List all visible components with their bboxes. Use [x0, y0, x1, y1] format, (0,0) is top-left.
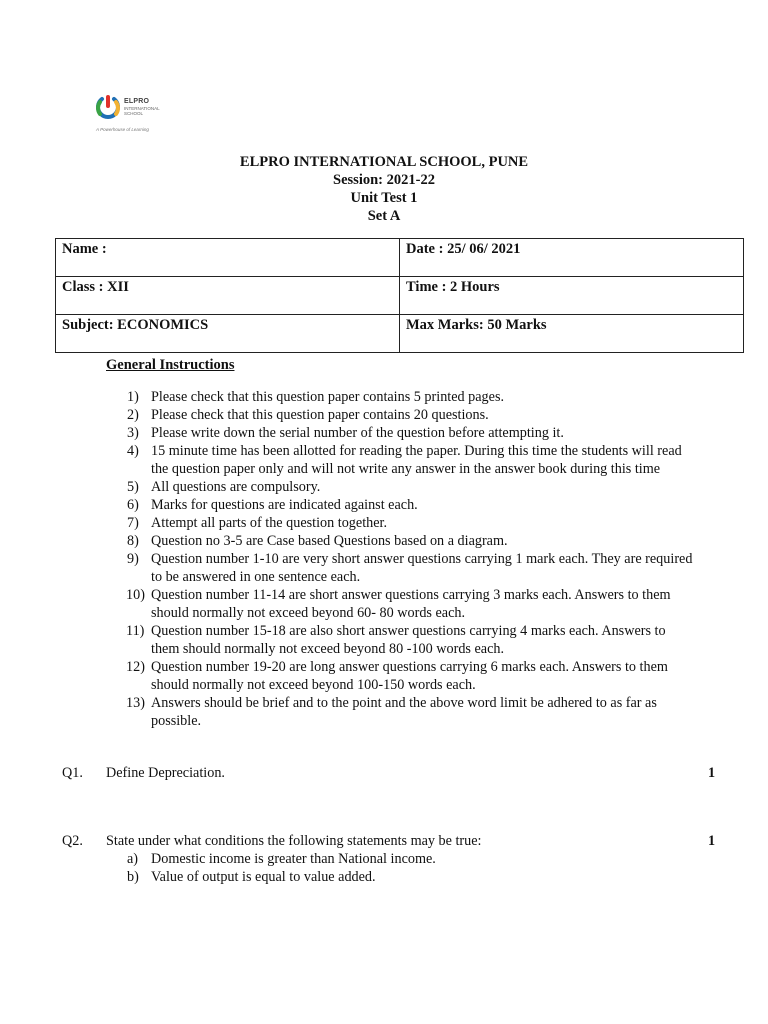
- list-item: [127, 406, 697, 424]
- instructions-title: General Instructions: [106, 357, 235, 373]
- date-field: Date : 25/ 06/ 2021: [400, 239, 744, 277]
- list-item: [127, 550, 697, 586]
- instructions-list: [127, 388, 697, 730]
- item-text: Question no 3-5 are Case based Questions based on a diagram.: [151, 533, 508, 549]
- school-logo: [94, 93, 174, 135]
- item-number: 2): [127, 407, 139, 423]
- paper-header: [0, 153, 768, 225]
- session: Session: 2021-22: [333, 172, 435, 188]
- set-name: Set A: [367, 208, 401, 224]
- list-item: [127, 442, 697, 478]
- power-logo-icon: [94, 93, 122, 123]
- item-text: 15 minute time has been allotted for reading the paper. During this time the students will read the question paper only and will not write any answer in the answer book during this time: [151, 443, 682, 477]
- test-name: Unit Test 1: [350, 190, 418, 206]
- name-field: Name :: [56, 239, 400, 277]
- item-text: Question number 11-14 are short answer questions carrying 3 marks each. Answers to them should normally not exceed beyond 60- 80 words each.: [151, 587, 671, 621]
- item-number: 5): [127, 479, 139, 495]
- item-number: 8): [127, 533, 139, 549]
- question-marks: 1: [708, 833, 716, 849]
- list-item: [127, 658, 697, 694]
- item-text: Question number 19-20 are long answer questions carrying 6 marks each. Answers to them should normally not exceed beyond 100-150 words each.: [151, 659, 668, 693]
- class-field: Class : XII: [56, 277, 400, 315]
- subpart-label: a): [127, 851, 139, 867]
- school-name: ELPRO INTERNATIONAL SCHOOL, PUNE: [239, 154, 529, 170]
- item-number: 7): [127, 515, 139, 531]
- list-item: [127, 388, 697, 406]
- item-text: Marks for questions are indicated against each.: [151, 497, 418, 513]
- table-row: [56, 277, 744, 315]
- item-number: 4): [127, 443, 139, 459]
- item-number: 3): [127, 425, 139, 441]
- item-number: 12): [126, 659, 145, 675]
- subpart-text: Value of output is equal to value added.: [151, 869, 376, 885]
- list-item: [127, 850, 436, 868]
- item-text: Please write down the serial number of the question before attempting it.: [151, 425, 564, 441]
- list-item: [127, 496, 697, 514]
- list-item: [127, 868, 436, 886]
- item-number: 9): [127, 551, 139, 567]
- logo-tagline: A Powerhouse of Learning: [96, 127, 149, 132]
- subject-field: Subject: ECONOMICS: [56, 315, 400, 353]
- item-text: Question number 1-10 are very short answer questions carrying 1 mark each. They are required to be answered in one sentence each.: [151, 551, 693, 585]
- list-item: [127, 478, 697, 496]
- list-item: [127, 424, 697, 442]
- subpart-text: Domestic income is greater than National income.: [151, 851, 436, 867]
- item-text: All questions are compulsory.: [151, 479, 321, 495]
- question-2-subparts: [127, 850, 436, 886]
- item-text: Please check that this question paper contains 5 printed pages.: [151, 389, 505, 405]
- item-number: 1): [127, 389, 139, 405]
- item-number: 11): [126, 623, 145, 639]
- list-item: [127, 694, 697, 730]
- question-marks: 1: [708, 765, 716, 781]
- table-row: [56, 239, 744, 277]
- info-table: [55, 238, 744, 353]
- max-marks-field: Max Marks: 50 Marks: [400, 315, 744, 353]
- question-text: Define Depreciation.: [106, 765, 225, 781]
- item-text: Attempt all parts of the question together.: [151, 515, 388, 531]
- logo-brand: ELPRO: [124, 98, 150, 105]
- question-text: State under what conditions the following statements may be true:: [106, 833, 482, 849]
- question-number: Q2.: [62, 833, 83, 849]
- list-item: [127, 586, 697, 622]
- list-item: [127, 532, 697, 550]
- item-number: 10): [126, 587, 145, 603]
- item-text: Answers should be brief and to the point and the above word limit be adhered to as far as possible.: [151, 695, 657, 729]
- item-number: 13): [126, 695, 145, 711]
- item-number: 6): [127, 497, 139, 513]
- item-text: Question number 15-18 are also short answer questions carrying 4 marks each. Answers to them should normally not exceed beyond 80 -100 words each.: [151, 623, 666, 657]
- logo-brand-sub: INTERNATIONAL SCHOOL: [124, 106, 160, 116]
- list-item: [127, 622, 697, 658]
- subpart-label: b): [127, 869, 139, 885]
- question-number: Q1.: [62, 765, 83, 781]
- item-text: Please check that this question paper contains 20 questions.: [151, 407, 489, 423]
- list-item: [127, 514, 697, 532]
- time-field: Time : 2 Hours: [400, 277, 744, 315]
- table-row: [56, 315, 744, 353]
